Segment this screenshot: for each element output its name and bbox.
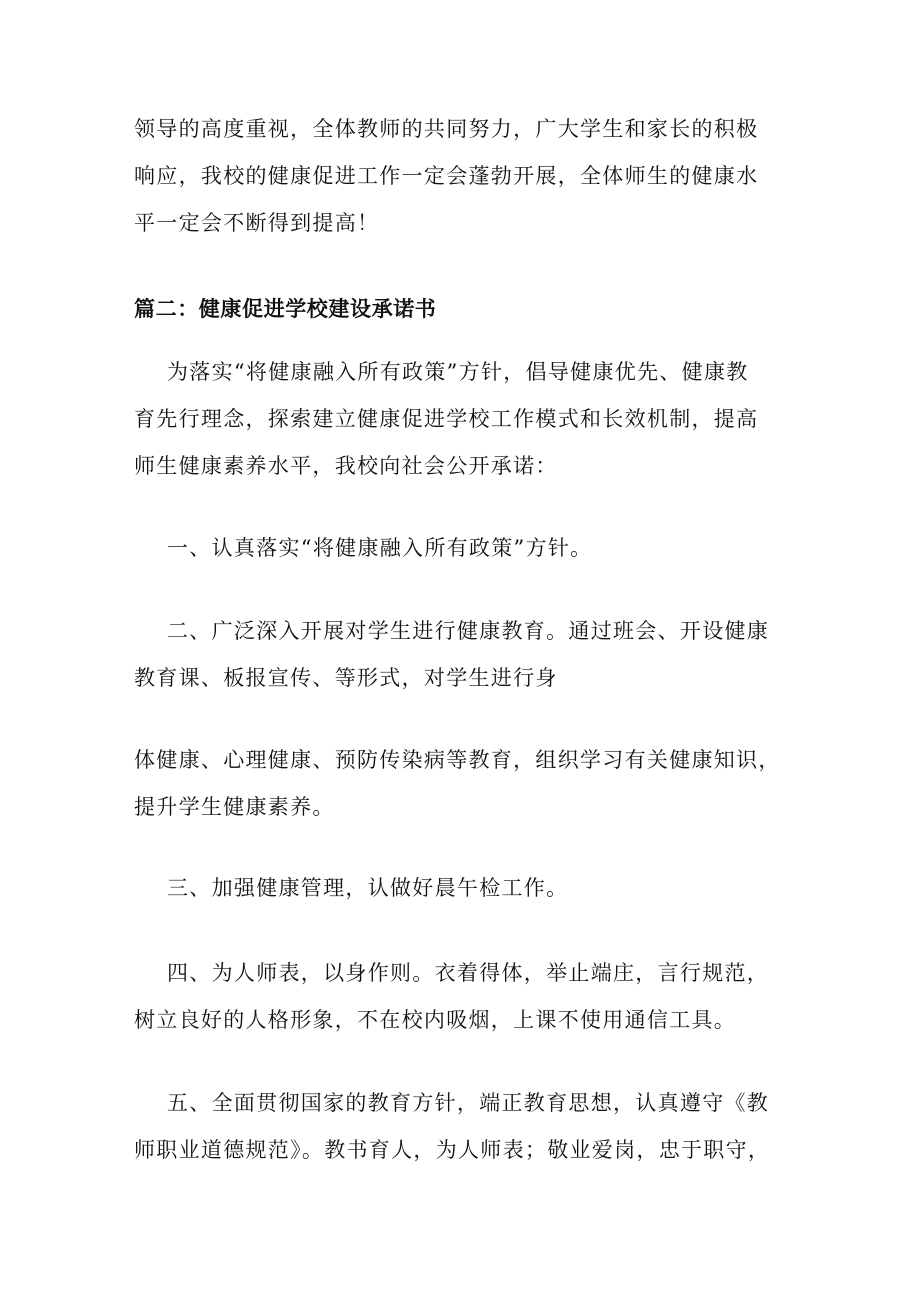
item-3-paragraph [134, 865, 794, 912]
text-line: 育先行理念，探索建立健康促进学校工作模式和长效机制，提高 [134, 407, 759, 431]
item-1-paragraph [134, 525, 794, 572]
item-2-paragraph [134, 608, 794, 702]
text-line: 一、认真落实“将健康融入所有政策”方针。 [167, 536, 593, 560]
text-line: 平一定会不断得到提高！ [134, 211, 380, 235]
text-line: 二、广泛深入开展对学生进行健康教育。通过班会、开设健康 [167, 619, 770, 643]
text-line: 四、为人师表，以身作则。衣着得体，举止端庄，言行规范， [167, 961, 770, 985]
item-4-paragraph [134, 950, 794, 1044]
item-2-continuation [134, 737, 794, 831]
intro-paragraph [134, 106, 794, 247]
preamble-paragraph [134, 349, 794, 490]
text-line: 为落实“将健康融入所有政策”方针，倡导健康优先、健康教 [167, 360, 749, 384]
text-line: 教育课、板报宣传、等形式，对学生进行身 [134, 666, 558, 690]
text-line: 响应，我校的健康促进工作一定会蓬勃开展，全体师生的健康水 [134, 164, 759, 188]
text-line: 体健康、心理健康、预防传染病等教育，组织学习有关健康知识， [134, 748, 781, 772]
text-line: 领导的高度重视，全体教师的共同努力，广大学生和家长的积极 [134, 117, 759, 141]
item-5-paragraph [134, 1080, 794, 1174]
text-line: 树立良好的人格形象，不在校内吸烟，上课不使用通信工具。 [134, 1008, 737, 1032]
text-line: 师生健康素养水平，我校向社会公开承诺： [134, 454, 558, 478]
text-line: 提升学生健康素养。 [134, 795, 335, 819]
text-line: 师职业道德规范》。教书育人，为人师表；敬业爱岗，忠于职守， [134, 1138, 771, 1162]
text-line: 三、加强健康管理，认做好晨午检工作。 [167, 876, 569, 900]
section-title [134, 286, 794, 333]
section-title-text: 篇二：健康促进学校建设承诺书 [134, 297, 437, 321]
text-line: 五、全面贯彻国家的教育方针，端正教育思想，认真遵守《教 [167, 1091, 770, 1115]
